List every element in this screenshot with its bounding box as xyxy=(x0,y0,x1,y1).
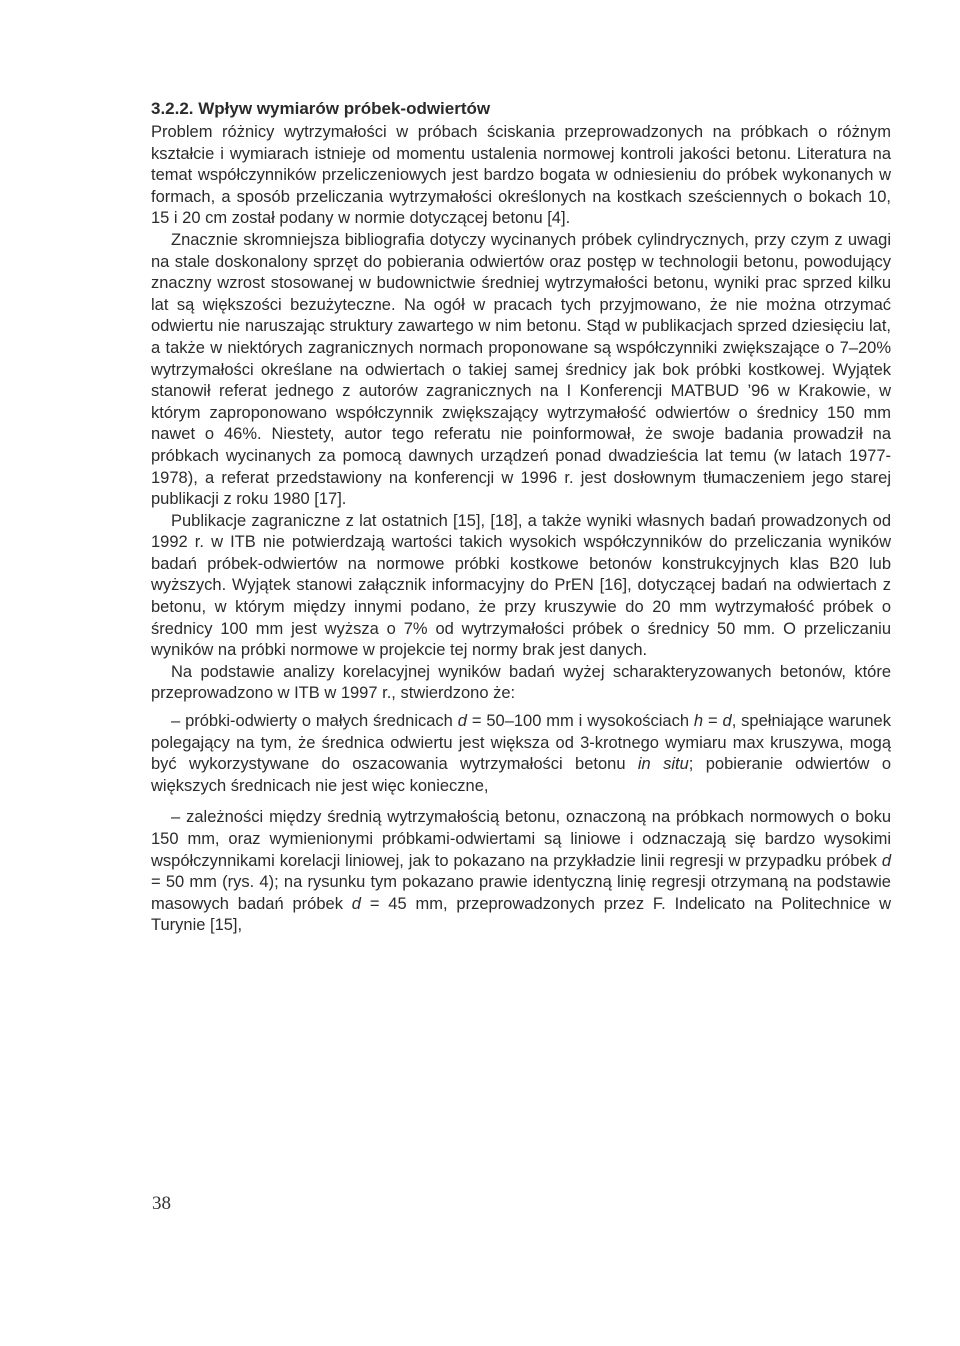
paragraph-2: Znacznie skromniejsza bibliografia dotyczy wycinanych próbek cylindrycznych, przy czym z uwagi na stale doskonalony sprzęt do pobierania odwiertów oraz postęp w technologii betonu, powodujący znaczny wzrost stosowanej w budownictwie średniej wytrzymałości betonu, wyniki prac sprzed kilku lat są większości bezużyteczne. Na ogół w pracach tych przyjmowano, że nie można otrzymać odwiertu nie naruszając struktury zawartego w nim betonu. Stąd w publikacjach sprzed dziesięciu lat, a także w niektórych zagranicznych normach proponowane są współczynniki zwiększające o 7–20% wytrzymałości określane na odwiertach o takiej samej średnicy jak bok próbki kostkowej. Wyjątek stanowił referat jednego z autorów zagranicznych na I Konferencji MATBUD ’96 w Krakowie, w którym zaproponowano współczynnik zwiększający wytrzymałość odwiertów o średnicy 150 mm nawet o 46%. Niestety, autor tego referatu nie poinformował, że swoje badania prowadził na próbkach wycinanych za pomocą dawnych urządzeń ponad dwadzieścia lat temu (w latach 1977-1978), a referat przedstawiony na konferencji w 1996 r. jest dosłownym tłumaczeniem jego starej publikacji z roku 1980 [17]. xyxy=(151,230,891,509)
paragraph-3: Publikacje zagraniczne z lat ostatnich [15], [18], a także wyniki własnych badań prowadzonych od 1992 r. w ITB nie potwierdzają wartości takich wysokich współczynników do przeliczania wyników badań próbek-odwiertów na normowe próbki kostkowe betonów konstrukcyjnych klas B20 lub wyższych. Wyjątek stanowi załącznik informacyjny do PrEN [16], dotyczącej badań na odwiertach z betonu, w którym między innymi podano, że przy kruszywie do 20 mm wytrzymałość próbek o średnicy 100 mm jest wyższa o 7% od wytrzymałości próbek o średnicy 50 mm. O przeliczaniu wyników na próbki normowe w projekcie tej normy brak jest danych. xyxy=(151,511,891,660)
list-dash: – xyxy=(171,808,181,827)
list-item-1: – próbki-odwierty o małych średnicach d = 50–100 mm i wysokościach h = d, spełniające warunek polegający na tym, że średnica odwiertu jest większa od 3-krotnego wymiaru max kruszywa, mogą być wykorzystywane do oszacowania wytrzymałości betonu in situ; pobieranie odwiertów o większych średnicach nie jest więc konieczne, xyxy=(151,712,891,795)
paragraph-1: Problem różnicy wytrzymałości w próbach ściskania przeprowadzonych na próbkach o różnym kształcie i wymiarach istnieje od momentu ustalenia normowej kontroli jakości betonu. Literatura na temat współczynników przeliczeniowych jest bardzo bogata w odniesieniu do próbek wykonanych w formach, a sposób przeliczania wytrzymałości określonych na kostkach sześciennych o bokach 10, 15 i 20 cm został podany w normie dotyczącej betonu [4]. xyxy=(151,123,891,228)
paragraph-4: Na podstawie analizy korelacyjnej wyników badań wyżej scharakteryzowanych betonów, które przeprowadzono w ITB w 1997 r., stwierdzono że: xyxy=(151,662,891,703)
variable: d xyxy=(881,851,891,870)
list-dash: – xyxy=(171,712,181,731)
variable: h xyxy=(693,712,704,731)
section-heading: 3.2.2. Wpływ wymiarów próbek-odwiertów xyxy=(151,99,491,118)
variable: d xyxy=(457,712,467,731)
variable: d xyxy=(351,894,361,913)
document-page xyxy=(151,98,891,937)
page-number: 38 xyxy=(152,1193,171,1214)
variable: d xyxy=(722,712,732,731)
latin-term: in situ xyxy=(637,755,689,774)
list-item-2: – zależności między średnią wytrzymałością betonu, oznaczoną na próbkach normowych o boku 150 mm, oraz wymienionymi próbkami-odwiertami są liniowe i odznaczają się bardzo wysokimi współczynnikami korelacji liniowej, jak to pokazano na przykładzie linii regresji w przypadku próbek d = 50 mm (rys. 4); na rysunku tym pokazano prawie identyczną linię regresji otrzymaną na podstawie masowych badań próbek d = 45 mm, przeprowadzonych przez F. Indelicato na Politechnice w Turynie [15], xyxy=(151,808,891,935)
